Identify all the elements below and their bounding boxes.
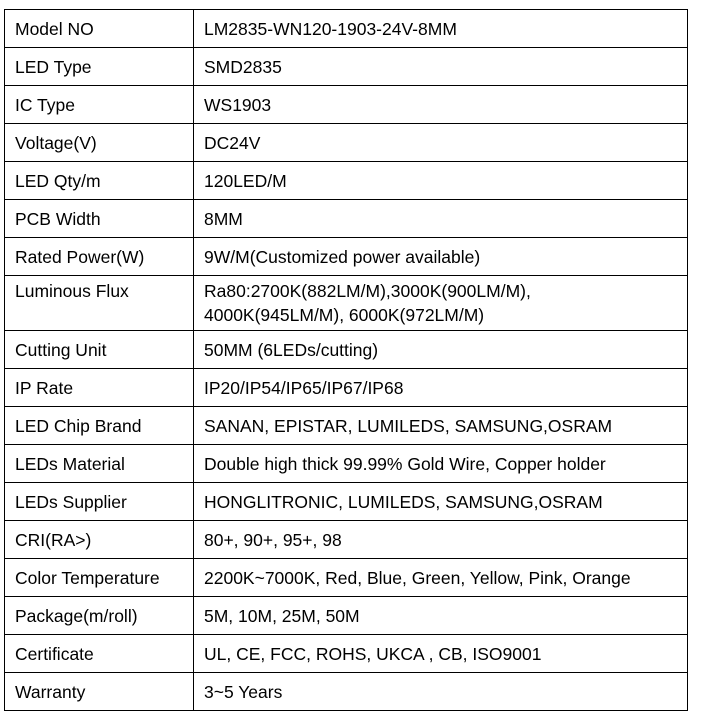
spec-label: Color Temperature <box>5 559 194 597</box>
spec-value: Double high thick 99.99% Gold Wire, Copper holder <box>194 445 688 483</box>
spec-label: LEDs Material <box>5 445 194 483</box>
spec-value: 120LED/M <box>194 162 688 200</box>
table-row <box>5 483 688 521</box>
spec-label: LED Qty/m <box>5 162 194 200</box>
spec-value: 50MM (6LEDs/cutting) <box>194 331 688 369</box>
spec-value: SMD2835 <box>194 48 688 86</box>
spec-label: Rated Power(W) <box>5 238 194 276</box>
spec-value: IP20/IP54/IP65/IP67/IP68 <box>194 369 688 407</box>
spec-label: LEDs Supplier <box>5 483 194 521</box>
spec-label: Model NO <box>5 10 194 48</box>
table-row <box>5 162 688 200</box>
spec-value: 9W/M(Customized power available) <box>194 238 688 276</box>
spec-label: CRI(RA>) <box>5 521 194 559</box>
spec-value: 80+, 90+, 95+, 98 <box>194 521 688 559</box>
table-row <box>5 276 688 331</box>
spec-value: SANAN, EPISTAR, LUMILEDS, SAMSUNG,OSRAM <box>194 407 688 445</box>
spec-value: DC24V <box>194 124 688 162</box>
spec-value: 3~5 Years <box>194 673 688 711</box>
spec-value: UL, CE, FCC, ROHS, UKCA , CB, ISO9001 <box>194 635 688 673</box>
spec-value: WS1903 <box>194 86 688 124</box>
spec-value: 5M, 10M, 25M, 50M <box>194 597 688 635</box>
spec-label: Certificate <box>5 635 194 673</box>
table-row <box>5 48 688 86</box>
spec-label: Warranty <box>5 673 194 711</box>
table-row <box>5 86 688 124</box>
table-row <box>5 238 688 276</box>
spec-value: HONGLITRONIC, LUMILEDS, SAMSUNG,OSRAM <box>194 483 688 521</box>
table-row <box>5 559 688 597</box>
spec-label: IC Type <box>5 86 194 124</box>
spec-label: LED Type <box>5 48 194 86</box>
spec-label: LED Chip Brand <box>5 407 194 445</box>
spec-value-line: Ra80:2700K(882LM/M),3000K(900LM/M), <box>204 281 531 301</box>
table-row <box>5 331 688 369</box>
spec-value: LM2835-WN120-1903-24V-8MM <box>194 10 688 48</box>
table-row <box>5 673 688 711</box>
table-row <box>5 521 688 559</box>
table-row <box>5 597 688 635</box>
spec-table <box>4 9 688 711</box>
spec-label: Luminous Flux <box>5 276 194 331</box>
spec-label: PCB Width <box>5 200 194 238</box>
spec-value-line: 4000K(945LM/M), 6000K(972LM/M) <box>204 305 485 325</box>
table-row <box>5 369 688 407</box>
table-row <box>5 635 688 673</box>
spec-value: 2200K~7000K, Red, Blue, Green, Yellow, Pink, Orange <box>194 559 688 597</box>
spec-label: IP Rate <box>5 369 194 407</box>
table-row <box>5 445 688 483</box>
spec-label: Voltage(V) <box>5 124 194 162</box>
table-row <box>5 200 688 238</box>
spec-label: Cutting Unit <box>5 331 194 369</box>
table-row <box>5 407 688 445</box>
spec-label: Package(m/roll) <box>5 597 194 635</box>
table-row <box>5 10 688 48</box>
spec-value: 8MM <box>194 200 688 238</box>
table-row <box>5 124 688 162</box>
spec-value <box>194 276 688 331</box>
